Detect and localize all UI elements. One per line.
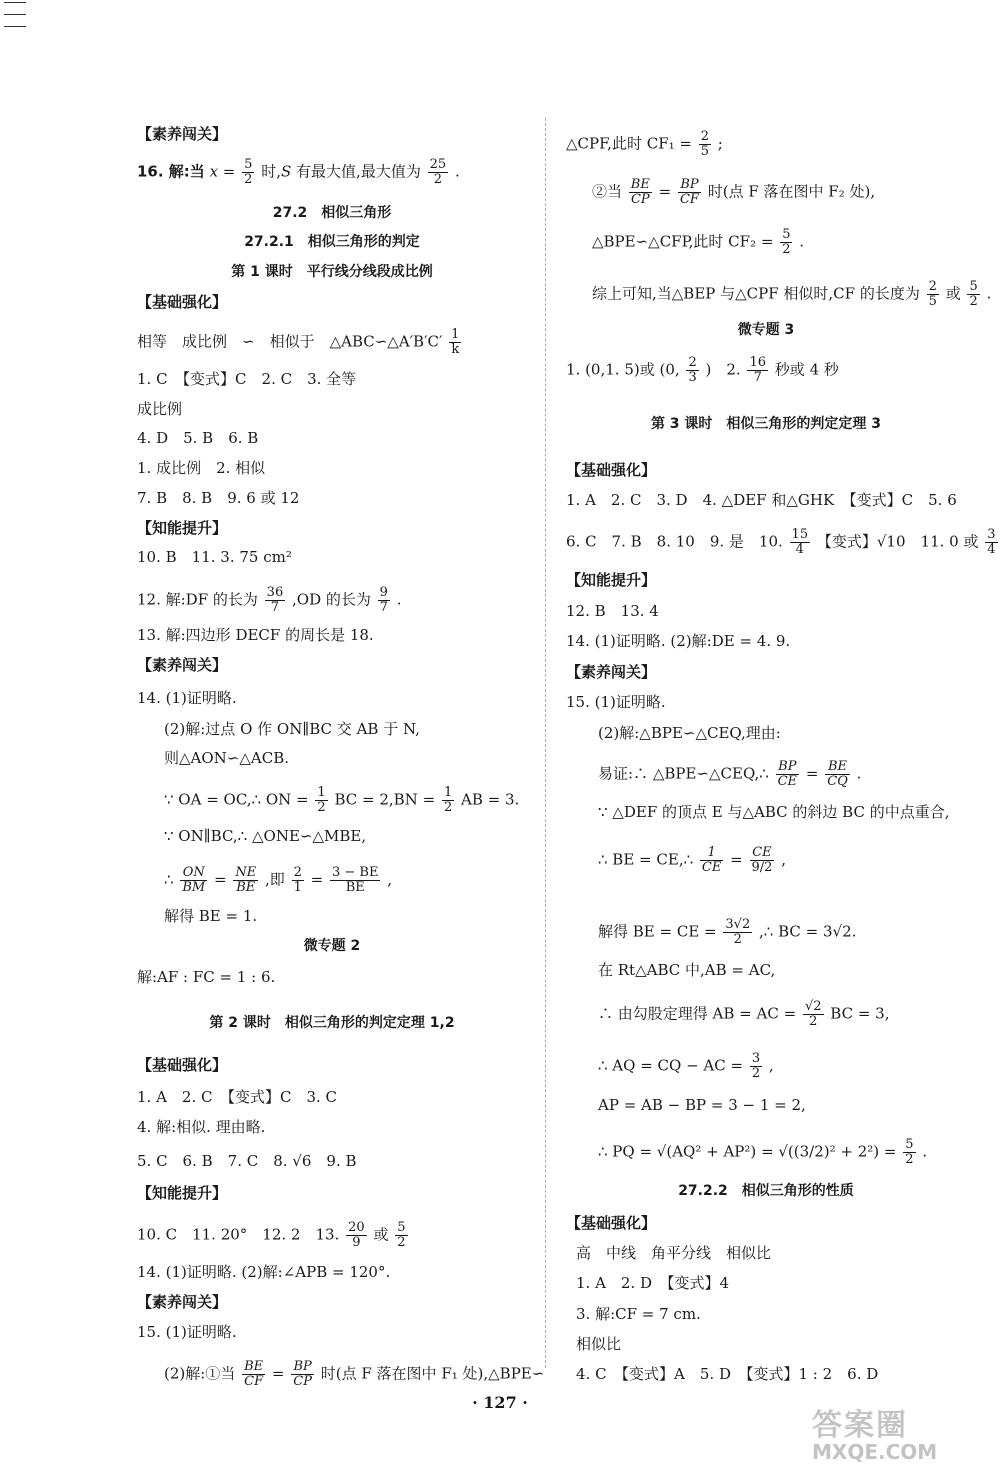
watermark: 答案圈 MXQE.COM	[812, 1408, 938, 1464]
solution-line: ∵ ON∥BC,∴ △ONE∽△MBE,	[164, 827, 367, 845]
page-number: · 127 ·	[472, 1393, 528, 1412]
answer-row: 12. B 13. 4	[566, 602, 659, 620]
solution-line: △BPE∽△CFP,此时 CF₂ = $\frac{5}{2}$ .	[592, 227, 805, 257]
subsection-title: 27.2.2 相似三角形的性质	[678, 1183, 854, 1199]
solution-line: 解:AF : FC = 1 : 6.	[137, 968, 276, 986]
subsection-title: 27.2.1 相似三角形的判定	[244, 234, 420, 250]
answer-row: 4. D 5. B 6. B	[137, 429, 259, 447]
solution-line: (2)解:△BPE∽△CEQ,理由:	[598, 724, 781, 742]
section-heading: 【知能提升】	[566, 571, 657, 589]
fraction: $\frac{5}{2}$	[244, 157, 253, 187]
section-heading: 【知能提升】	[137, 519, 228, 537]
answer-row: 3. 解:CF = 7 cm.	[576, 1305, 701, 1323]
section-heading: 【素养闯关】	[566, 663, 657, 681]
solution-line: 解得 BE = CE = $\frac{3√2}{2}$ ,∴ BC = 3√2.	[598, 917, 857, 947]
corner-mark	[4, 2, 26, 38]
answer-row: 10. C 11. 20° 12. 2 13. $\frac{20}{9}$ 或 $\frac{5}{2}$	[137, 1220, 406, 1250]
solution-line: 易证:∴ △BPE∽△CEQ,∴ $\frac{BP}{CE}$ = $\frac{BE}{CQ}$ .	[598, 759, 862, 789]
topic-title: 微专题 3	[737, 322, 795, 338]
fill-blanks: 相等 成比例 ∽ 相似于 △ABC∽△A′B′C′ $\frac{1}{k}$	[137, 327, 460, 357]
section-heading: 【素养闯关】	[137, 125, 228, 143]
answer-row: 4. 解:相似. 理由略.	[137, 1118, 266, 1136]
answer-row: 1. (0,1. 5)或 (0, $\frac{2}{3}$ ) 2. $\frac{16}{7}$ 秒或 4 秒	[566, 355, 839, 385]
solution-line: ∵ OA = OC,∴ ON = $\frac{1}{2}$ BC = 2,BN = $\frac{1}{2}$ AB = 3.	[164, 785, 520, 815]
section-heading: 【素养闯关】	[137, 656, 228, 674]
section-heading: 【基础强化】	[566, 461, 657, 479]
solution-line: (2)解:过点 O 作 ON∥BC 交 AB 于 N,	[164, 720, 420, 738]
solution-line: ∴ PQ = √(AQ² + AP²) = √((3/2)² + 2²) = $\frac{5}{2}$ .	[598, 1137, 928, 1167]
answer-13: 13. 解:四边形 DECF 的周长是 18.	[137, 626, 374, 644]
answer-row: 6. C 7. B 8. 10 9. 是 10. $\frac{15}{4}$ 【变式】√10 11. 0 或 $\frac{3}{4}$	[566, 527, 996, 557]
answer-row: 相似比	[576, 1335, 622, 1353]
solution-line: 综上可知,当△BEP 与△CPF 相似时,CF 的长度为 $\frac{2}{5}$ 或 $\frac{5}{2}$ .	[592, 279, 992, 309]
solution-line: ∴ AQ = CQ − AC = $\frac{3}{2}$ ,	[598, 1051, 774, 1081]
solution-line: (2)解:①当 $\frac{BE}{CF}$ = $\frac{BP}{CP}$ 时(点 F 落在图中 F₁ 处),△BPE∽	[164, 1359, 545, 1389]
answer-15: 15. (1)证明略.	[566, 693, 666, 711]
topic-title: 微专题 2	[303, 938, 361, 954]
lesson-title: 第 2 课时 相似三角形的判定定理 1,2	[209, 1015, 455, 1031]
answer-12: 12. 解:DF 的长为 $\frac{36}{7}$ ,OD 的长为 $\frac{9}{7}$ .	[137, 585, 402, 615]
fraction: $\frac{25}{2}$	[429, 157, 447, 187]
section-heading: 【知能提升】	[137, 1184, 228, 1202]
section-title: 27.2 相似三角形	[272, 205, 392, 221]
section-heading: 【基础强化】	[137, 293, 228, 311]
section-heading: 【基础强化】	[137, 1056, 228, 1074]
answer-row: 14. (1)证明略. (2)解:DE = 4. 9.	[566, 632, 791, 650]
answer-row: 成比例	[137, 400, 183, 418]
answer-row: 1. A 2. D 【变式】4	[576, 1274, 730, 1292]
answer-row: 1. A 2. C 【变式】C 3. C	[137, 1088, 338, 1106]
solution-line: △CPF,此时 CF₁ = $\frac{2}{5}$ ;	[566, 129, 723, 159]
lesson-title: 第 3 课时 相似三角形的判定定理 3	[650, 416, 882, 432]
answer-row: 10. B 11. 3. 75 cm²	[137, 548, 292, 566]
solution-line: ∴ $\frac{ON}{BM}$ = $\frac{NE}{BE}$ ,即 $\frac{2}{1}$ = $\frac{3 - BE}{BE}$ ,	[164, 865, 393, 895]
answer-row: 14. (1)证明略. (2)解:∠APB = 120°.	[137, 1263, 391, 1281]
fraction: $\frac{1}{k}$	[451, 327, 460, 357]
answer-row: 1. 成比例 2. 相似	[137, 459, 266, 477]
section-heading: 【素养闯关】	[137, 1293, 228, 1311]
section-heading: 【基础强化】	[566, 1214, 657, 1232]
answer-row: 1. C 【变式】C 2. C 3. 全等	[137, 370, 357, 388]
answer-14: 14. (1)证明略.	[137, 689, 237, 707]
lesson-title: 第 1 课时 平行线分线段成比例	[231, 264, 433, 280]
solution-line: ∴ 由勾股定理得 AB = AC = $\frac{√2}{2}$ BC = 3,	[598, 999, 890, 1029]
column-divider	[545, 118, 546, 1368]
solution-line: ∵ △DEF 的顶点 E 与△ABC 的斜边 BC 的中点重合,	[598, 803, 950, 821]
answer-row: 5. C 6. B 7. C 8. √6 9. B	[137, 1152, 357, 1170]
answer-row: 1. A 2. C 3. D 4. △DEF 和△GHK 【变式】C 5. 6	[566, 491, 957, 509]
solution-line: ②当 $\frac{BE}{CP}$ = $\frac{BP}{CF}$ 时(点 F 落在图中 F₂ 处),	[592, 177, 876, 207]
solution-line: AP = AB − BP = 3 − 1 = 2,	[598, 1096, 806, 1114]
fill-blanks: 高 中线 角平分线 相似比	[576, 1244, 772, 1262]
solution-line: ∴ BE = CE,∴ $\frac{1}{CE}$ = $\frac{CE}{9/2}$ ,	[598, 845, 786, 875]
solution-line: 解得 BE = 1.	[164, 907, 258, 925]
answer-15: 15. (1)证明略.	[137, 1323, 237, 1341]
answer-row: 7. B 8. B 9. 6 或 12	[137, 489, 300, 507]
solution-line: 在 Rt△ABC 中,AB = AC,	[598, 961, 776, 979]
solution-line: 则△AON∽△ACB.	[164, 749, 289, 767]
answer-16: 16. 解:当 x = $\frac{5}{2}$ 时,S 有最大值,最大值为 $\frac{25}{2}$ .	[137, 157, 460, 187]
answer-row: 4. C 【变式】A 5. D 【变式】1 : 2 6. D	[576, 1365, 879, 1383]
